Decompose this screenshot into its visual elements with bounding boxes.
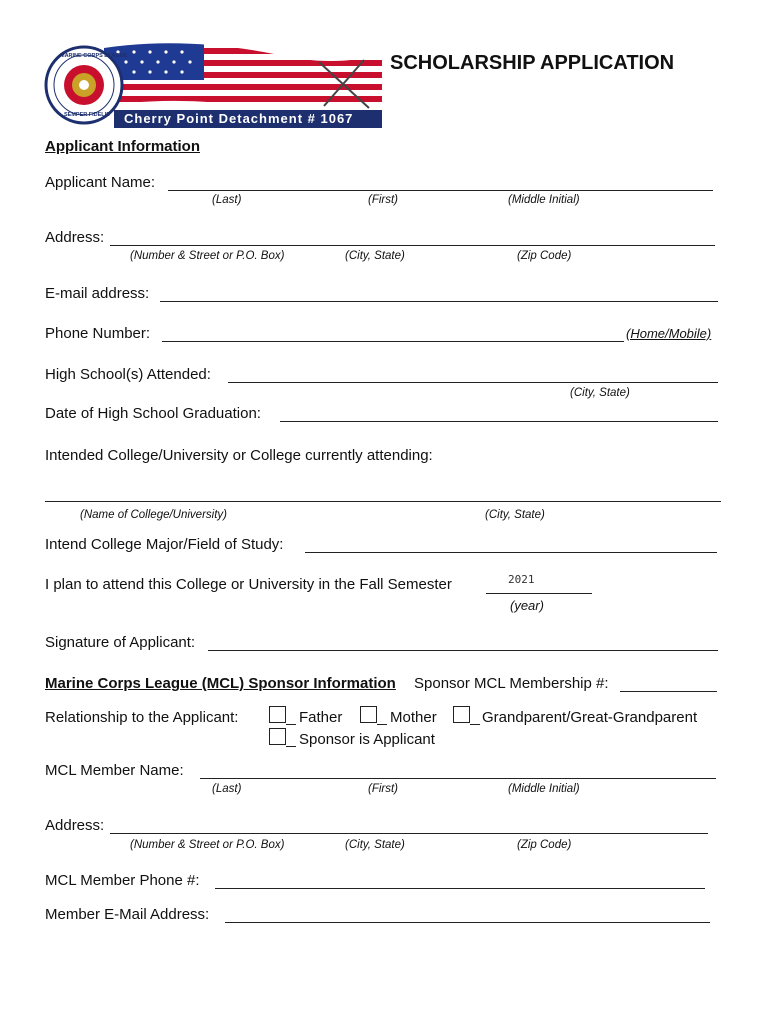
membership-number-label: Sponsor MCL Membership #: (414, 675, 609, 692)
member-phone-field[interactable] (215, 888, 705, 889)
field-sub-label: (First) (368, 194, 399, 206)
applicant-name-field[interactable] (168, 190, 713, 191)
field-sub-label: (Number & Street or P.O. Box) (130, 839, 285, 851)
signature-label: Signature of Applicant: (45, 634, 196, 651)
sponsor-is-applicant-checkbox[interactable] (269, 728, 286, 745)
seal-text-top: MARINE CORPS LEAGUE (60, 53, 128, 59)
fall-semester-label: I plan to attend this College or University in the Fall Semester (45, 576, 452, 593)
member-name-label: MCL Member Name: (45, 762, 184, 779)
seal-text-bottom: SEMPER FIDELIS (64, 112, 110, 118)
field-sub-label: (Name of College/University) (80, 509, 227, 521)
page-title: SCHOLARSHIP APPLICATION (390, 52, 675, 74)
sponsor-section-title: Marine Corps League (MCL) Sponsor Information (45, 675, 396, 692)
field-sub-label: (Zip Code) (517, 250, 572, 262)
grandparent-checkbox[interactable] (453, 706, 470, 723)
checkbox-underline (377, 724, 387, 725)
graduation-date-field[interactable] (280, 421, 718, 422)
mother-checkbox[interactable] (360, 706, 377, 723)
field-sub-label: (Zip Code) (517, 839, 572, 851)
mother-option-label: Mother (390, 709, 437, 726)
member-phone-label: MCL Member Phone #: (45, 872, 200, 889)
applicant-email-field[interactable] (160, 301, 718, 302)
member-address-field[interactable] (110, 833, 708, 834)
sponsor-is-applicant-option-label: Sponsor is Applicant (299, 731, 435, 748)
major-field[interactable] (305, 552, 717, 553)
checkbox-underline (470, 724, 480, 725)
fall-year-value[interactable]: 2021 (508, 573, 535, 586)
college-label: Intended College/University or College currently attending: (45, 447, 433, 464)
banner-detachment-text: Cherry Point Detachment # 1067 (124, 111, 354, 126)
signature-field[interactable] (208, 650, 718, 651)
member-name-field[interactable] (200, 778, 716, 779)
high-school-label: High School(s) Attended: (45, 366, 211, 383)
college-field[interactable] (45, 501, 721, 502)
high-school-field[interactable] (228, 382, 718, 383)
member-address-label: Address: (45, 817, 105, 834)
grandparent-option-label: Grandparent/Great-Grandparent (482, 709, 698, 726)
field-sub-label: (year) (510, 598, 544, 613)
father-option-label: Father (299, 709, 343, 726)
membership-number-field[interactable] (620, 691, 717, 692)
field-sub-label: (First) (368, 783, 399, 795)
field-sub-label: (City, State) (345, 250, 405, 262)
field-sub-label: (Number & Street or P.O. Box) (130, 250, 285, 262)
field-sub-label: (Last) (212, 194, 242, 206)
applicant-phone-field[interactable] (162, 341, 624, 342)
field-sub-label: (City, State) (485, 509, 545, 521)
major-label: Intend College Major/Field of Study: (45, 536, 284, 553)
graduation-date-label: Date of High School Graduation: (45, 405, 261, 422)
applicant-address-field[interactable] (110, 245, 715, 246)
applicant-name-label: Applicant Name: (45, 174, 156, 191)
applicant-section-title: Applicant Information (45, 138, 200, 155)
relationship-label: Relationship to the Applicant: (45, 709, 239, 726)
checkbox-underline (286, 746, 296, 747)
member-email-field[interactable] (225, 922, 710, 923)
applicant-address-label: Address: (45, 229, 105, 246)
field-sub-label: (Last) (212, 783, 242, 795)
fall-year-field[interactable] (486, 593, 592, 594)
father-checkbox[interactable] (269, 706, 286, 723)
field-sub-label: (Middle Initial) (508, 783, 580, 795)
phone-type-label: (Home/Mobile) (626, 326, 712, 341)
checkbox-underline (286, 724, 296, 725)
member-email-label: Member E-Mail Address: (45, 906, 210, 923)
applicant-email-label: E-mail address: (45, 285, 150, 302)
field-sub-label: (Middle Initial) (508, 194, 580, 206)
field-sub-label: (City, State) (345, 839, 405, 851)
applicant-phone-label: Phone Number: (45, 325, 151, 342)
field-sub-label: (City, State) (570, 387, 630, 399)
